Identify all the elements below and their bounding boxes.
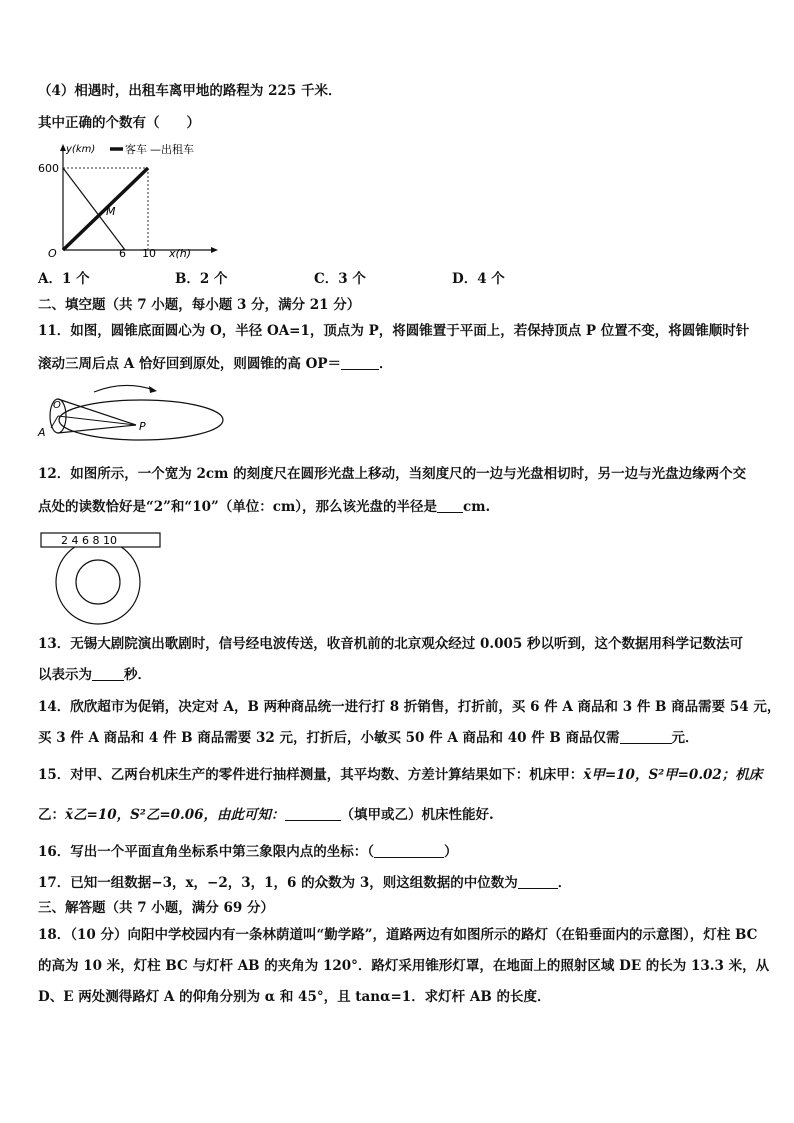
q18-line-1: 18．（10 分）向阳中学校园内有一条林荫道叫“勤学路”，道路两边有如图所示的路灯（在铅垂面内的示意图），灯柱 BC [38, 927, 758, 943]
q15-end: （填甲或乙）机床性能好. [340, 807, 494, 823]
legend-taxi: —出租车 [150, 143, 194, 156]
option-c: C．3 个 [314, 271, 366, 287]
q18-line-3: D、E 两处测得路灯 A 的仰角分别为 α 和 45°，且 tanα=1．求灯杆 AB 的长度． [38, 989, 551, 1005]
q16-answer-blank [374, 843, 444, 858]
origin-label: O [48, 247, 57, 260]
legend-bus: 客车 [125, 143, 147, 156]
label-a: A [38, 426, 46, 439]
q10-options [38, 270, 558, 288]
y-axis-label: y(km) [66, 144, 96, 155]
y-tick-600: 600 [38, 162, 59, 175]
q12-end: cm. [463, 499, 491, 515]
label-o: O [53, 400, 61, 411]
q15-variance-yi: S²乙=0.06，由此可知： [130, 807, 285, 823]
x-tick-6: 6 [119, 247, 126, 260]
q16-text: 16．写出一个平面直角坐标系中第三象限内点的坐标：（ [38, 844, 375, 860]
q13-line-2 [38, 666, 151, 684]
point-m-label: M [106, 205, 116, 218]
q12-answer-blank [437, 498, 463, 513]
q18-line-2: 的高为 10 米，灯柱 BC 与灯杆 AB 的夹角为 120°．路灯采用锥形灯罩，在地面上的照射区域 DE 的长为 13.3 米，从 [38, 958, 770, 974]
q15-text: 15．对甲、乙两台机床生产的零件进行抽样测量，其平均数、方差计算结果如下：机床甲： [38, 767, 584, 783]
q16-end: ） [444, 844, 458, 860]
option-b: B．2 个 [175, 271, 228, 287]
q11-cone-figure [36, 380, 232, 442]
q11-text: 滚动三周后点 A 恰好回到原处，则圆锥的高 OP＝ [38, 356, 341, 372]
q15-line-2 [38, 806, 494, 824]
q11-line-2 [38, 355, 393, 373]
q17-answer-blank [518, 874, 558, 889]
q12-line-2 [38, 498, 490, 516]
q10-statement-4: （4）相遇时，出租车离甲地的路程为 225 千米． [38, 83, 342, 99]
q13-line-1: 13．无锡大剧院演出歌剧时，信号经电波传送，收音机前的北京观众经过 0.005 秒以听到，这个数据用科学记数法可 [38, 636, 743, 652]
q15-text-2: 乙： [38, 807, 65, 823]
q16-line [38, 843, 458, 861]
option-d: D．4 个 [452, 271, 505, 287]
option-a: A．1 个 [38, 271, 90, 287]
q15-mean-yi: x̄乙=10， [65, 807, 131, 823]
q14-answer-blank [620, 729, 672, 744]
q15-variance-jia: S²甲=0.02；机床 [648, 767, 763, 783]
q15-line-1 [38, 766, 762, 784]
x-axis-label: x(h) [169, 247, 192, 260]
label-p: P [139, 420, 146, 433]
section-3-heading: 三、解答题（共 7 小题，满分 69 分） [38, 900, 274, 916]
x-tick-10: 10 [142, 247, 156, 260]
q17-line [38, 874, 571, 892]
q17-end: ． [557, 875, 572, 891]
q12-ruler-disc-figure [38, 530, 164, 626]
q11-end: ． [379, 356, 393, 372]
q14-line-2 [38, 729, 699, 747]
q11-line-1: 11．如图，圆锥底面圆心为 O，半径 OA=1，顶点为 P，将圆锥置于平面上，若保持顶点 P 位置不变，将圆锥顺时针 [38, 323, 750, 339]
q17-text: 17．已知一组数据−3，x，−2，3，1，6 的众数为 3，则这组数据的中位数为 [38, 875, 518, 891]
q10-ask: 其中正确的个数有（ ） [38, 115, 200, 131]
q12-line-1: 12．如图所示，一个宽为 2cm 的刻度尺在圆形光盘上移动，当刻度尺的一边与光盘相切时，另一边与光盘边缘两个交 [38, 466, 747, 482]
q10-graph [36, 140, 226, 262]
q14-text: 买 3 件 A 商品和 4 件 B 商品需要 32 元，打折后，小敏买 50 件 A 商品和 40 件 B 商品仅需 [38, 730, 620, 746]
q11-answer-blank [341, 355, 379, 370]
q13-end: 秒． [124, 667, 151, 683]
q13-answer-blank [92, 666, 124, 681]
q13-text: 以表示为 [38, 667, 92, 683]
q12-text: 点处的读数恰好是“2”和“10”（单位：cm），那么该光盘的半径是 [38, 499, 437, 515]
section-2-heading: 二、填空题（共 7 小题，每小题 3 分，满分 21 分） [38, 297, 361, 313]
q15-mean-jia: x̄甲=10， [583, 767, 649, 783]
ruler-readings: 2 4 6 8 10 [61, 534, 117, 547]
q15-answer-blank [285, 806, 341, 821]
q14-end: 元． [671, 730, 699, 746]
q14-line-1: 14．欣欣超市为促销，决定对 A，B 两种商品统一进行打 8 折销售，打折前，买 6 件 A 商品和 3 件 B 商品需要 54 元， [38, 699, 781, 715]
